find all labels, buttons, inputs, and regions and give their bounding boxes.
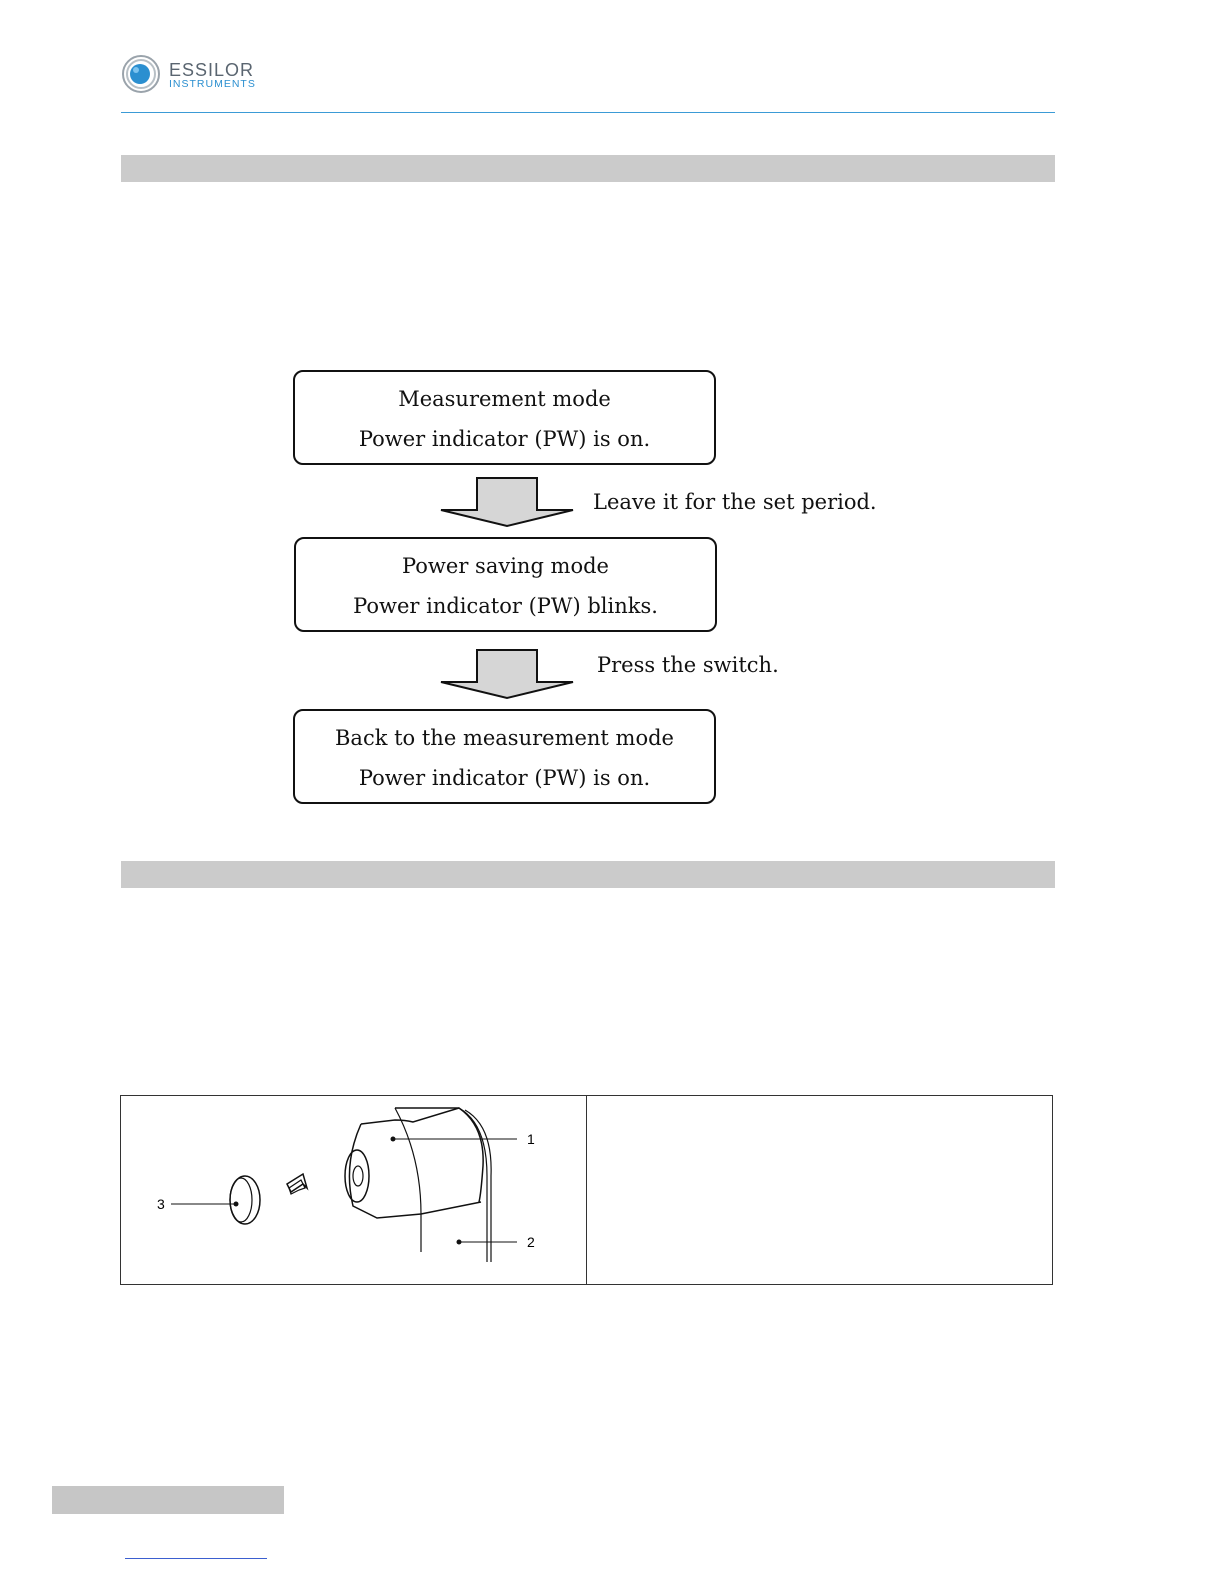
flow-box-back-to-measurement [293,709,716,804]
flow-box-title: Measurement mode [398,387,611,411]
flow-box-measurement-mode [293,370,716,465]
footer-bar [52,1486,284,1514]
lamp-cap-part [171,1176,260,1224]
lamp-housing-part [345,1108,517,1262]
figure-table-divider [586,1095,587,1285]
callout-2: 2 [527,1234,535,1250]
callout-3: 3 [157,1196,165,1212]
footer-link-underline[interactable] [125,1558,267,1559]
header-rule [121,112,1055,113]
brand-sub: INSTRUMENTS [169,78,256,90]
brand-name: ESSILOR [169,60,255,80]
brand-logo [122,54,272,96]
callout-1: 1 [527,1131,535,1147]
section-bar-power-saving [121,155,1055,182]
flow-box-status: Power indicator (PW) is on. [358,427,651,451]
step-label-press: Press the switch. [597,653,779,677]
insert-arrow-icon [287,1174,307,1194]
lamp-replacement-illustration [121,1096,586,1284]
flow-box-title: Power saving mode [402,554,609,578]
flow-box-status: Power indicator (PW) blinks. [353,594,658,618]
section-bar-replacement [121,861,1055,888]
down-arrow-icon [437,476,577,528]
flow-box-status: Power indicator (PW) is on. [358,766,651,790]
flow-box-title: Back to the measurement mode [335,726,674,750]
down-arrow-icon [437,648,577,700]
step-label-leave: Leave it for the set period. [593,490,877,514]
essilor-eye-icon [122,54,162,96]
flow-box-power-saving-mode [294,537,717,632]
